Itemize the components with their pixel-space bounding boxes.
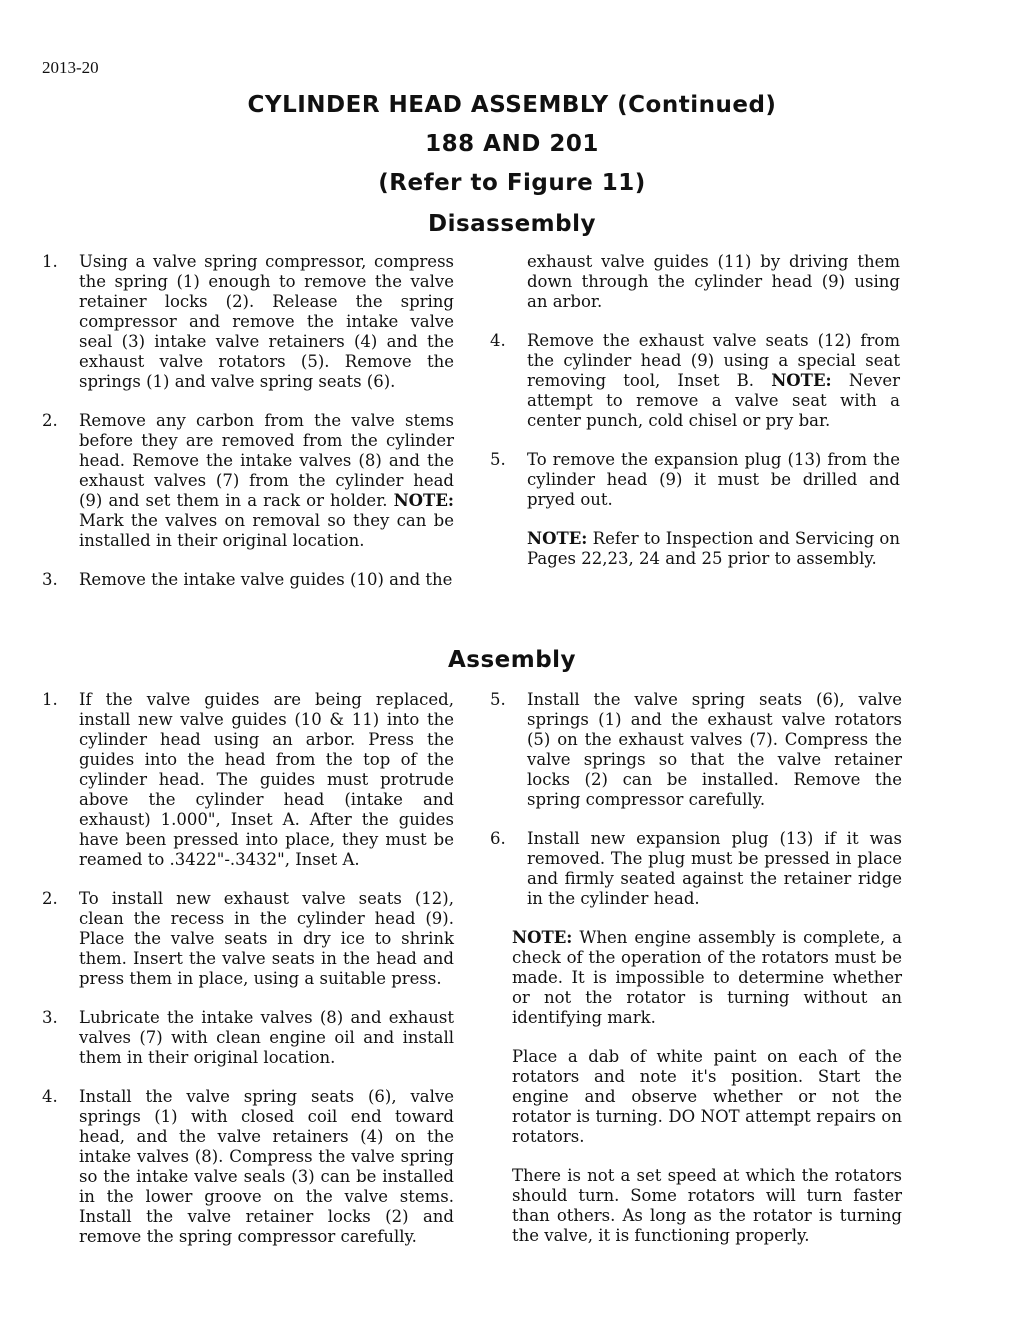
page-number: 2013-20	[42, 58, 99, 77]
disassembly-step-3: 3. Remove the intake valve guides (10) and the	[42, 570, 453, 589]
disassembly-right-column	[490, 252, 900, 588]
assembly-step-3: 3. Lubricate the intake valves (8) and exhaust valves (7) with clean engine oil and install them in their original location.	[42, 1008, 454, 1067]
assembly-step-2: 2. To install new exhaust valve seats (12), clean the recess in the cylinder head (9). Place the valve seats in dry ice to shrink them. Insert the valve seats in the head and press them in place, using a suitable press.	[42, 889, 454, 988]
note-label: NOTE:	[771, 371, 832, 390]
assembly-heading: Assembly	[447, 647, 577, 673]
assembly-step-4: 4. Install the valve spring seats (6), valve springs (1) with closed coil end toward head, and the valve retainers (4) on the intake valves (8). Compress the valve spring so the intake valve seals (3) can be installed in the lower groove on the valve stems. Install the valve retainer locks (2) and remove the spring compressor carefully.	[42, 1087, 454, 1246]
disassembly-step-4: 4. Remove the exhaust valve seats (12) from the cylinder head (9) using a special seat removing tool, Inset B. NOTE: Never attempt to remove a valve seat with a center punch, cold chisel or pry bar.	[490, 331, 900, 430]
assembly-paragraph-speed: There is not a set speed at which the rotators should turn. Some rotators will turn faster than others. As long as the rotator is turning the valve, it is functioning properly.	[512, 1166, 902, 1245]
assembly-paragraph-paint: Place a dab of white paint on each of the rotators and note it's position. Start the engine and observe whether or not the rotator is turning. DO NOT attempt repairs on rotators.	[512, 1047, 902, 1146]
disassembly-step-2: 2. Remove any carbon from the valve stems before they are removed from the cylinder head. Remove the intake valves (8) and the exhaust valves (7) from the cylinder head (9) and set them in a rack or holder. NOTE: Mark the valves on removal so they can be installed in their original location.	[42, 411, 454, 550]
assembly-left-column	[42, 690, 454, 1266]
assembly-step-5: 5. Install the valve spring seats (6), valve springs (1) and the exhaust valve rotators (5) on the exhaust valves (7). Compress the valve springs so that the valve retainer locks (2) can be installed. Remove the spring compressor carefully.	[490, 690, 902, 809]
assembly-step-6: 6. Install new expansion plug (13) if it was removed. The plug must be pressed in place and firmly seated against the retainer ridge in the cylinder head.	[490, 829, 902, 908]
assembly-note: NOTE: When engine assembly is complete, a check of the operation of the rotators must be made. It is impossible to determine whether or not the rotator is turning without an identifying mark.	[512, 928, 902, 1027]
disassembly-step-5: 5. To remove the expansion plug (13) from the cylinder head (9) it must be drilled and pryed out.	[490, 450, 900, 509]
disassembly-step-3-continued: exhaust valve guides (11) by driving them down through the cylinder head (9) using an arbor.	[527, 252, 900, 311]
disassembly-step-1: 1. Using a valve spring compressor, compress the spring (1) enough to remove the valve retainer locks (2). Release the spring compressor and remove the intake valve seal (3) intake valve retainers (4) and the exhaust valve rotators (5). Remove the springs (1) and valve spring seats (6).	[42, 252, 454, 391]
figure-reference: (Refer to Figure 11)	[378, 170, 646, 196]
page-title: CYLINDER HEAD ASSEMBLY (Continued)	[247, 92, 777, 118]
model-subtitle: 188 AND 201	[425, 131, 599, 157]
assembly-step-1: 1. If the valve guides are being replaced, install new valve guides (10 & 11) into the cylinder head using an arbor. Press the guides into the head from the top of the cylinder head. The guides must protrude above the cylinder head (intake and exhaust) 1.000", Inset A. After the guides have been pressed into place, they must be reamed to .3422"-.3432", Inset A.	[42, 690, 454, 869]
disassembly-left-column	[42, 252, 454, 609]
assembly-right-column	[490, 690, 902, 1265]
note-label: NOTE:	[393, 491, 454, 510]
disassembly-heading: Disassembly	[428, 211, 596, 237]
disassembly-note: NOTE: Refer to Inspection and Servicing on Pages 22,23, 24 and 25 prior to assembly.	[527, 529, 900, 568]
